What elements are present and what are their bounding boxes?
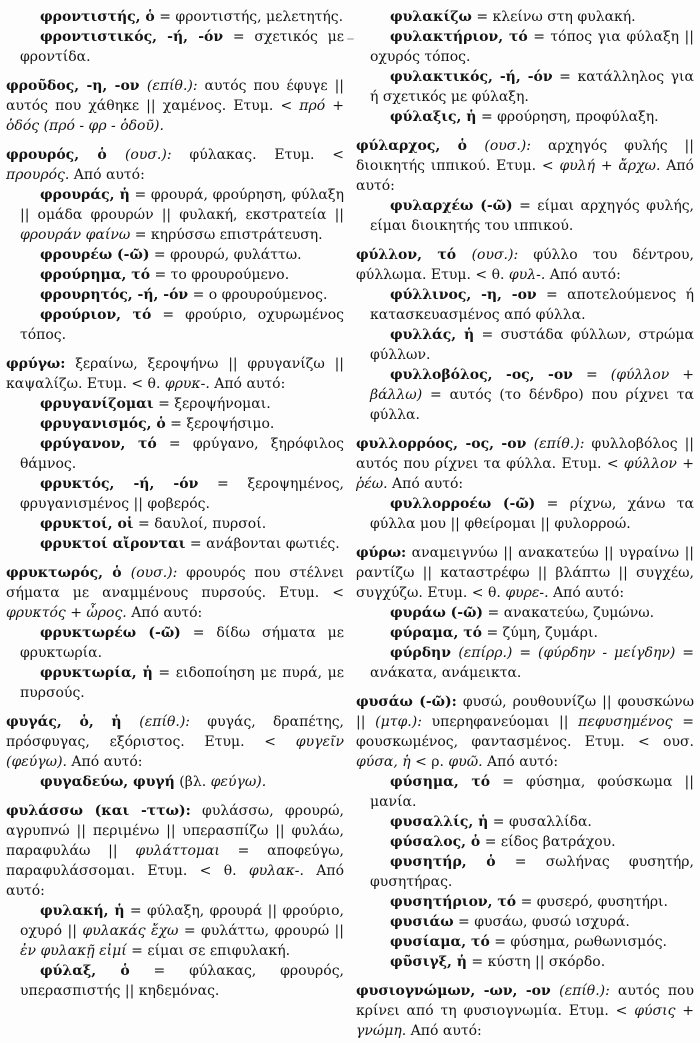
italic-text-run: φυλακάς ἔχω	[82, 923, 179, 939]
italic-text-run: φυλακ-.	[248, 863, 304, 879]
text-run: = αυτός (το δένδρο) που ρίχνει τα φύλλα.	[370, 387, 694, 423]
dictionary-subentry	[370, 7, 694, 27]
dictionary-entry	[356, 692, 694, 772]
dictionary-subentry	[370, 932, 694, 952]
dictionary-subentry	[370, 365, 694, 425]
headword: φύρδην	[390, 645, 459, 661]
italic-text-run: φυλή + ἄρχω.	[559, 158, 661, 174]
text-run: = φρούρηση, προφύλαξη.	[476, 109, 659, 125]
headword: φυλλορροέω (-ῶ)	[390, 496, 536, 512]
headword: φυλακίζω	[390, 9, 472, 25]
headword: φύλαξις, ἡ	[390, 109, 477, 125]
text-run: = σχετικός με φροντίδα.	[20, 29, 344, 65]
text-run: = ζύμη, ζυμάρι.	[482, 625, 598, 641]
text-run: = ξεροψήσιμο.	[165, 416, 275, 432]
dictionary-subentry	[20, 394, 344, 414]
dictionary-subentry	[370, 852, 694, 892]
headword: φρύγανον, τό	[40, 436, 157, 452]
text-run: = ανακατεύω, ζυμώνω.	[483, 605, 655, 621]
text-run: υπερηφανεύομαι ||	[421, 714, 579, 730]
italic-text-run: φύσα, ἡ	[356, 754, 411, 770]
italic-text-run: φρυκ-.	[164, 376, 210, 392]
dictionary-subentry	[20, 285, 344, 305]
text-run: = φυλάττω, φρουρώ ||	[178, 923, 344, 939]
italic-text-run: ἐν φυλακῇ εἰμί	[20, 943, 127, 959]
italic-text-run: (ουσ.):	[484, 138, 531, 154]
headword: φύσημα, τό	[390, 774, 491, 790]
italic-text-run: φεύγω).	[210, 774, 267, 790]
italic-text-run: φρουράν φαίνω	[20, 227, 131, 243]
italic-text-run: προυρός.	[6, 167, 70, 183]
dictionary-entry	[356, 245, 694, 285]
headword: φρουρητός, -ή, -όν	[40, 287, 189, 303]
dictionary-entry	[6, 801, 344, 901]
text-run: φυλάσσω, φρουρώ, αγρυπνώ || περιμένω || υπερασπίζω || φυλάω, παραφυλάω ||	[6, 803, 344, 859]
headword: φρυκτωρία, ἡ	[40, 665, 153, 681]
text-run: = σωλήνας φυσητήρ, φυσητήρας.	[370, 854, 694, 890]
dictionary-subentry	[20, 663, 344, 703]
headword: φυγάς, ὁ, ἡ	[6, 714, 140, 730]
text-run: = φρύγανο, ξηρόφιλος θάμνος.	[20, 436, 345, 472]
headword: φυσίαμα, τό	[390, 934, 490, 950]
text-run: = κύστη || σκόρδο.	[466, 954, 606, 970]
dictionary-subentry	[370, 285, 694, 325]
headword: φυσητήρ, ὁ	[390, 854, 496, 870]
text-run: = φουσκωμένος, φαντασμένος. Ετυμ. < ουσ.	[356, 714, 694, 750]
italic-text-run: (ουσ.):	[471, 247, 519, 263]
text-run: = φύλακας, φρουρός, υπερασπιστής || κηδεμόνας.	[20, 963, 344, 999]
text-run: φυσώ, ρουθουνίζω || φουσκώνω ||	[356, 694, 694, 730]
text-run: = φυσάω, φυσώ ισχυρά.	[453, 914, 630, 930]
italic-text-run: πεφυσημένος	[578, 714, 673, 730]
dictionary-subentry	[370, 27, 694, 67]
headword: φρουρός, ὁ	[6, 147, 125, 163]
text-run: = συστάδα φύλλων, στρώμα φύλλων.	[370, 327, 694, 363]
headword: φρούρημα, τό	[40, 267, 151, 283]
text-run: = δίδω σήματα με φρυκτωρία.	[20, 625, 344, 661]
text-run: φυγάς, δραπέτης, πρόσφυγας, εξόριστος. Ετυμ. <	[6, 714, 344, 750]
italic-text-run: φυρε-.	[505, 585, 549, 601]
italic-text-run: (επίθ.):	[559, 983, 610, 999]
headword: φυσιάω	[390, 914, 454, 930]
italic-text-run: φυῶ.	[448, 754, 483, 770]
text-run: Από αυτό:	[387, 476, 464, 492]
dictionary-subentry	[370, 494, 694, 534]
dictionary-subentry	[370, 892, 694, 912]
italic-text-run: φυλ-.	[508, 267, 546, 283]
italic-text-run: (ουσ.):	[124, 147, 172, 163]
text-run: = κηρύσσω επιστράτευση.	[130, 227, 323, 243]
text-run: = ανάβονται φωτιές.	[185, 536, 340, 552]
headword: φροντιστικός, -ή, -όν	[40, 29, 224, 45]
headword: φυλακτήριον, τό	[390, 29, 528, 45]
dictionary-subentry	[20, 27, 344, 67]
dictionary-subentry	[20, 901, 344, 961]
dictionary-subentry	[370, 912, 694, 932]
scan-artifact-dash	[347, 38, 354, 40]
text-run: = κατάλληλος για ή σχετικός με φύλαξη.	[370, 69, 694, 105]
dictionary-subentry	[370, 643, 694, 683]
text-run: = είμαι αρχηγός φυλής, είμαι διοικητής του ιππικού.	[370, 198, 695, 234]
headword: φυλάσσω (και -ττω):	[6, 803, 191, 819]
text-run: = ο φρουρούμενος.	[188, 287, 328, 303]
headword: φύραμα, τό	[390, 625, 482, 641]
text-run: Από αυτό:	[209, 376, 286, 392]
dictionary-entry	[6, 145, 344, 185]
text-run: (βλ.	[174, 774, 211, 790]
italic-text-run: φυλάττομαι	[135, 843, 220, 859]
dictionary-subentry	[20, 474, 344, 514]
headword: φρυκτωρέω (-ῶ)	[40, 625, 181, 641]
text-run: = δαυλοί, πυρσοί.	[133, 516, 267, 532]
italic-text-run: (μτφ.):	[375, 714, 422, 730]
dictionary-subentry	[370, 196, 694, 236]
dictionary-entry	[6, 76, 344, 136]
headword: φῦσιγξ, ἡ	[390, 954, 467, 970]
dictionary-subentry	[20, 414, 344, 434]
headword: φρυγανίζομαι	[40, 396, 154, 412]
headword: φρύγω:	[6, 356, 66, 372]
headword: φυλλοβόλος, -ος, -ον	[390, 367, 573, 383]
dictionary-entry	[356, 981, 694, 1041]
italic-text-run: φρυκτός + ὦρος.	[6, 605, 127, 621]
text-run: = είμαι σε επιφυλακή.	[126, 943, 291, 959]
text-run: φυλλοβόλος || αυτός που ρίχνει τα φύλλα. Ετυμ. <	[356, 436, 694, 472]
dictionary-subentry	[20, 7, 344, 27]
text-run: = αποτελούμενος ή κατασκευασμένος από φύλλα.	[370, 287, 694, 323]
text-run: =	[572, 367, 611, 383]
text-run: = φρούριο, οχυρωμένος τόπος.	[20, 307, 345, 343]
dictionary-column-right	[356, 7, 694, 1043]
dictionary-subentry	[20, 434, 344, 474]
headword: φυσιογνώμων, -ων, -ον	[356, 983, 560, 999]
italic-text-run: φύσις + γνώμη.	[356, 1003, 694, 1039]
headword: φυλακή, ἡ	[40, 903, 125, 919]
text-run: = φύσημα, ρωθωνισμός.	[489, 934, 667, 950]
text-run: Από αυτό:	[356, 158, 694, 194]
text-run: ξεραίνω, ξεροψήνω || φρυγανίζω || καψαλίζω. Ετυμ. < θ.	[6, 356, 344, 392]
italic-text-run: (επίρρ.) = (φύρδην - μείγδην) =	[458, 645, 695, 661]
dictionary-subentry	[370, 603, 694, 623]
dictionary-subentry	[20, 623, 344, 663]
dictionary-subentry	[20, 265, 344, 285]
text-run: = ξεροψήνομαι.	[153, 396, 271, 412]
text-run: = φυσαλλίδα.	[488, 814, 592, 830]
italic-text-run: πρό + ὁδός (πρό - φρ - ὁδοῦ).	[6, 98, 344, 134]
text-run: φύλλο του δέντρου, φύλλωμα. Ετυμ. < θ.	[356, 247, 694, 283]
text-run: φύλακας. Ετυμ. <	[171, 147, 344, 163]
dictionary-subentry	[20, 185, 344, 245]
headword: φύλλινος, -η, -ον	[390, 287, 537, 303]
text-run: Από αυτό:	[6, 863, 344, 899]
text-run: = ξεροψημένος, φρυγανισμένος || φοβερός.	[20, 476, 344, 512]
text-run: = φρουρά, φρούρηση, φύλαξη || ομάδα φρουρών || φυλακή, εκστρατεία ||	[20, 187, 344, 223]
dictionary-subentry	[370, 952, 694, 972]
headword: φυλακτικός, -ή, -όν	[390, 69, 553, 85]
dictionary-subentry	[20, 514, 344, 534]
dictionary-subentry	[20, 772, 344, 792]
headword: φυσαλλίς, ἡ	[390, 814, 489, 830]
italic-text-run: (επίθ.):	[146, 78, 198, 94]
italic-text-run: φυγεῖν (φεύγω).	[6, 734, 344, 770]
headword: φύλλον, τό	[356, 247, 472, 263]
dictionary-subentry	[370, 772, 694, 812]
text-run: = φύλαξη, φρουρά || φρούριο, οχυρό ||	[20, 903, 344, 939]
dictionary-subentry	[370, 812, 694, 832]
text-run: = φροντιστής, μελετητής.	[154, 9, 344, 25]
dictionary-subentry	[20, 245, 344, 265]
dictionary-subentry	[370, 623, 694, 643]
headword: φυλλάς, ἡ	[390, 327, 475, 343]
headword: φυράω (-ῶ)	[390, 605, 484, 621]
text-run: Από αυτό:	[126, 605, 203, 621]
headword: φύλαρχος, ὁ	[356, 138, 485, 154]
text-run: Από αυτό:	[482, 754, 559, 770]
headword: φρυγανισμός, ὁ	[40, 416, 166, 432]
headword: φρυκτωρός, ὁ	[6, 565, 131, 581]
dictionary-entry	[6, 712, 344, 772]
dictionary-entry	[356, 543, 694, 603]
headword: φυγαδεύω, φυγή	[40, 774, 175, 790]
headword: φυσητήριον, τό	[390, 894, 517, 910]
text-run: αρχηγός φυλής || διοικητής ιππικού. Ετυμ. <	[356, 138, 694, 174]
italic-text-run: (φύλλον + βάλλω)	[370, 367, 694, 403]
dictionary-subentry	[20, 305, 344, 345]
text-run: = ειδοποίηση με πυρά, με πυρσούς.	[20, 665, 344, 701]
headword: φύλαξ, ὁ	[40, 963, 130, 979]
text-run: = φρουρώ, φυλάττω.	[149, 247, 302, 263]
text-run: = κλείνω στη φυλακή.	[471, 9, 636, 25]
text-run: = το φρουρούμενο.	[150, 267, 290, 283]
dictionary-entry	[6, 563, 344, 623]
headword: φροῦδος, -η, -ον	[6, 78, 147, 94]
text-run: αναμειγνύω || ανακατεύω || υγραίνω || ραντίζω || καταστρέφω || βλάπτω || συγχέω, συγχύζω. Ετυμ. < θ.	[356, 545, 694, 601]
dictionary-subentry	[370, 325, 694, 365]
text-run: = ρίχνω, χάνω τα φύλλα μου || φθείρομαι || φυλορροώ.	[370, 496, 694, 532]
headword: φύρω:	[356, 545, 407, 561]
text-run: ανάκατα, ανάμεικτα.	[370, 665, 522, 681]
text-run: Από αυτό:	[66, 754, 143, 770]
text-run: = φυσερό, φυσητήρι.	[516, 894, 668, 910]
text-run: = αποφεύγω, παραφυλάσσομαι. Ετυμ. < θ.	[6, 843, 345, 879]
dictionary-entry	[6, 354, 344, 394]
text-run: = φύσημα, φούσκωμα || μανία.	[370, 774, 694, 810]
italic-text-run: (επίθ.):	[533, 436, 585, 452]
italic-text-run: φύλλον + ῥέω.	[356, 456, 694, 492]
text-run: αυτός που κρίνει από τη φυσιογνωμία. Ετυμ. <	[356, 983, 694, 1019]
text-run: φρουρός που στέλνει σήματα με αναμμένους πυρσούς. Ετυμ. <	[6, 565, 344, 601]
dictionary-column-left	[6, 7, 344, 1043]
text-run: = είδος βατράχου.	[480, 834, 616, 850]
headword: φρυκτοί, οἱ	[40, 516, 134, 532]
text-run: Από αυτό:	[69, 167, 145, 183]
dictionary-subentry	[370, 832, 694, 852]
headword: φροντιστής, ὁ	[40, 9, 155, 25]
italic-text-run: (ουσ.):	[130, 565, 178, 581]
headword: φρούριον, τό	[40, 307, 152, 323]
dictionary-subentry	[20, 534, 344, 554]
italic-text-run: (επίθ.):	[139, 714, 191, 730]
text-run: < ρ.	[410, 754, 449, 770]
headword: φύσαλος, ὁ	[390, 834, 481, 850]
dictionary-subentry	[370, 67, 694, 107]
headword: φυσάω (-ῶ):	[356, 694, 457, 710]
dictionary-entry	[356, 136, 694, 196]
headword: φρουράς, ἡ	[40, 187, 130, 203]
text-run: = τόπος για φύλαξη || οχυρός τόπος.	[370, 29, 694, 65]
headword: φυλαρχέω (-ῶ)	[390, 198, 513, 214]
headword: φυλλορρόος, -ος, -ον	[356, 436, 534, 452]
headword: φρυκτός, -ή, -όν	[40, 476, 199, 492]
text-run: Από αυτό:	[406, 1023, 482, 1039]
dictionary-subentry	[370, 107, 694, 127]
headword: φρυκτοί αἴρονται	[40, 536, 186, 552]
dictionary-entry	[356, 434, 694, 494]
text-run: αυτός που έφυγε || αυτός που χάθηκε || χαμένος. Ετυμ. <	[6, 78, 345, 114]
text-run: Από αυτό:	[548, 585, 625, 601]
headword: φρουρέω (-ῶ)	[40, 247, 150, 263]
text-run: Από αυτό:	[545, 267, 621, 283]
dictionary-subentry	[20, 961, 344, 1001]
